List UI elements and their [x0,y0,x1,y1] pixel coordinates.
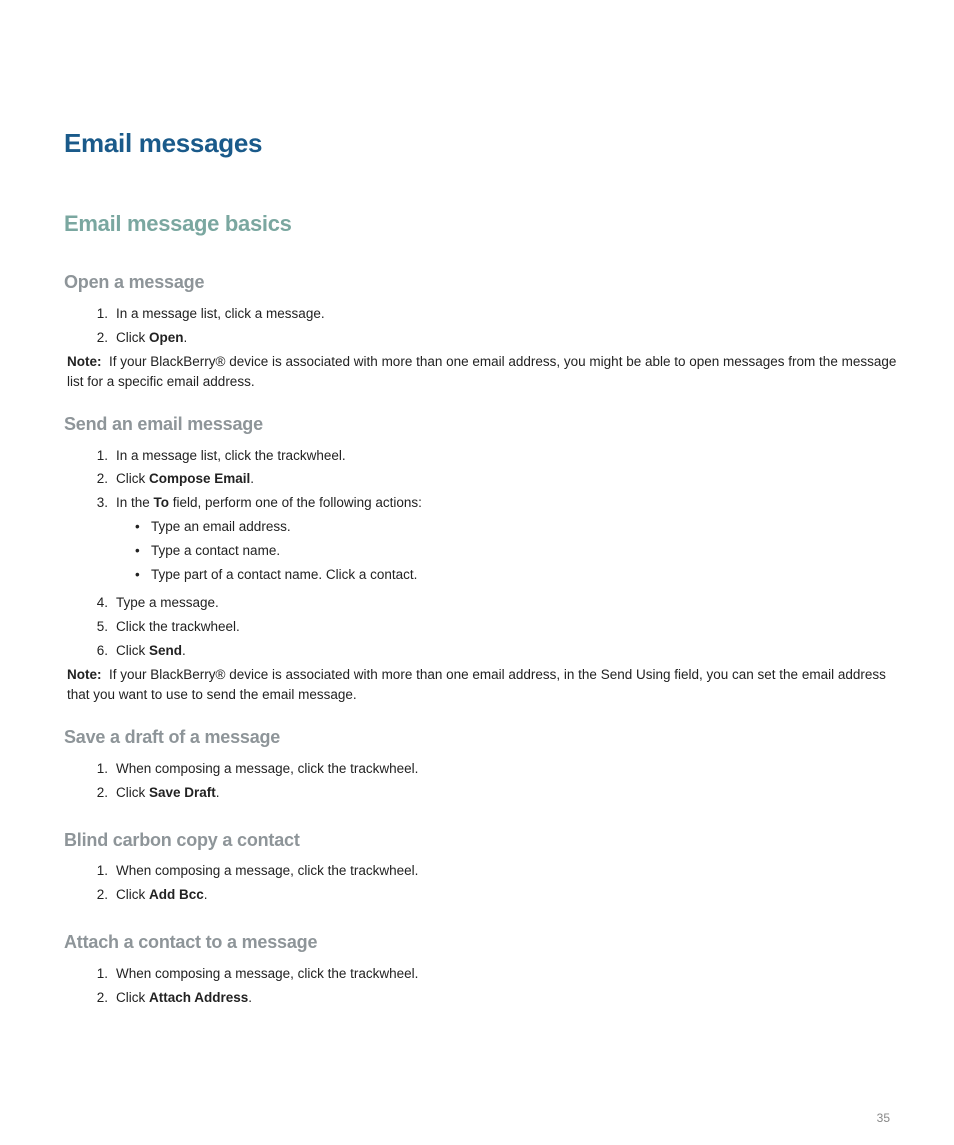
topic-heading-attach-contact: Attach a contact to a message [64,932,318,952]
step-text: In the [116,495,154,510]
list-item [86,785,220,800]
bullet-text: Type an email address. [151,519,291,534]
step-text: When composing a message, click the trackwheel. [116,863,419,878]
page-title: Email messages [64,128,263,158]
note [67,352,897,392]
step-text: . [203,887,208,902]
bullet-item [135,519,291,534]
step-text: . [248,990,253,1005]
step-text: Type a message. [116,595,219,610]
step-text: In a message list, click a message. [116,306,325,321]
list-item [86,990,252,1005]
list-item [86,448,346,463]
step-text: In a message list, click the trackwheel. [116,448,346,463]
ui-term: Open [149,330,184,345]
bullet-icon: • [135,567,140,582]
step-number: 1. [96,863,108,878]
step-number: 2. [96,887,108,902]
list-item [86,643,186,658]
bullet-text: Type part of a contact name. Click a contact. [151,567,418,582]
topic-heading-save-draft: Save a draft of a message [64,727,281,747]
step-number: 2. [96,471,108,486]
step-text: . [250,471,255,486]
ui-term: Add Bcc [149,887,204,902]
ui-term: To [153,495,170,510]
step-text: Click the trackwheel. [116,619,240,634]
ui-term: Compose Email [149,471,251,486]
note-label: Note: [67,667,102,682]
list-item [86,495,422,510]
step-number: 2. [96,785,108,800]
step-number: 3. [96,495,108,510]
section-title: Email message basics [64,211,292,236]
ui-term: Save Draft [149,785,216,800]
note [67,665,897,705]
step-text: Click [116,330,149,345]
step-text: Click [116,990,149,1005]
step-text: . [182,643,186,658]
step-text: Click [116,887,149,902]
bullet-icon: • [135,543,140,558]
list-item [86,863,418,878]
ui-term: Attach Address [149,990,249,1005]
step-number: 2. [96,330,108,345]
bullet-item [135,567,417,582]
list-item [86,761,418,776]
step-text: Click [116,471,149,486]
topic-heading-bcc: Blind carbon copy a contact [64,830,300,850]
step-number: 1. [96,966,108,981]
topic-heading-send-email: Send an email message [64,414,263,434]
step-text: . [183,330,188,345]
page-number: 35 [876,1111,890,1125]
step-text: . [215,785,220,800]
step-text: When composing a message, click the trackwheel. [116,966,419,981]
step-number: 6. [96,643,108,658]
bullet-text: Type a contact name. [151,543,281,558]
note-text: If your BlackBerry® device is associated with more than one email address, in the Send Using field, you can set the email address that you want to use to send the email message. [67,667,886,702]
step-text: field, perform one of the following actions: [169,495,422,510]
step-text: When composing a message, click the trackwheel. [116,761,419,776]
list-item [86,595,219,610]
note-text: If your BlackBerry® device is associated with more than one email address, you might be able to open messages from the message list for a specific email address. [67,354,897,389]
list-item [86,887,208,902]
topic-heading-open-message: Open a message [64,272,205,292]
list-item [86,306,325,321]
step-number: 5. [96,619,108,634]
list-item [86,471,254,486]
step-text: Click [116,643,149,658]
step-number: 1. [96,448,108,463]
step-number: 1. [96,306,108,321]
list-item [86,330,187,345]
step-number: 2. [96,990,108,1005]
ui-term: Send [149,643,183,658]
list-item [86,966,418,981]
bullet-item [135,543,280,558]
bullet-icon: • [135,519,140,534]
step-number: 1. [96,761,108,776]
note-label: Note: [67,354,102,369]
step-text: Click [116,785,149,800]
step-number: 4. [96,595,108,610]
list-item [86,619,240,634]
